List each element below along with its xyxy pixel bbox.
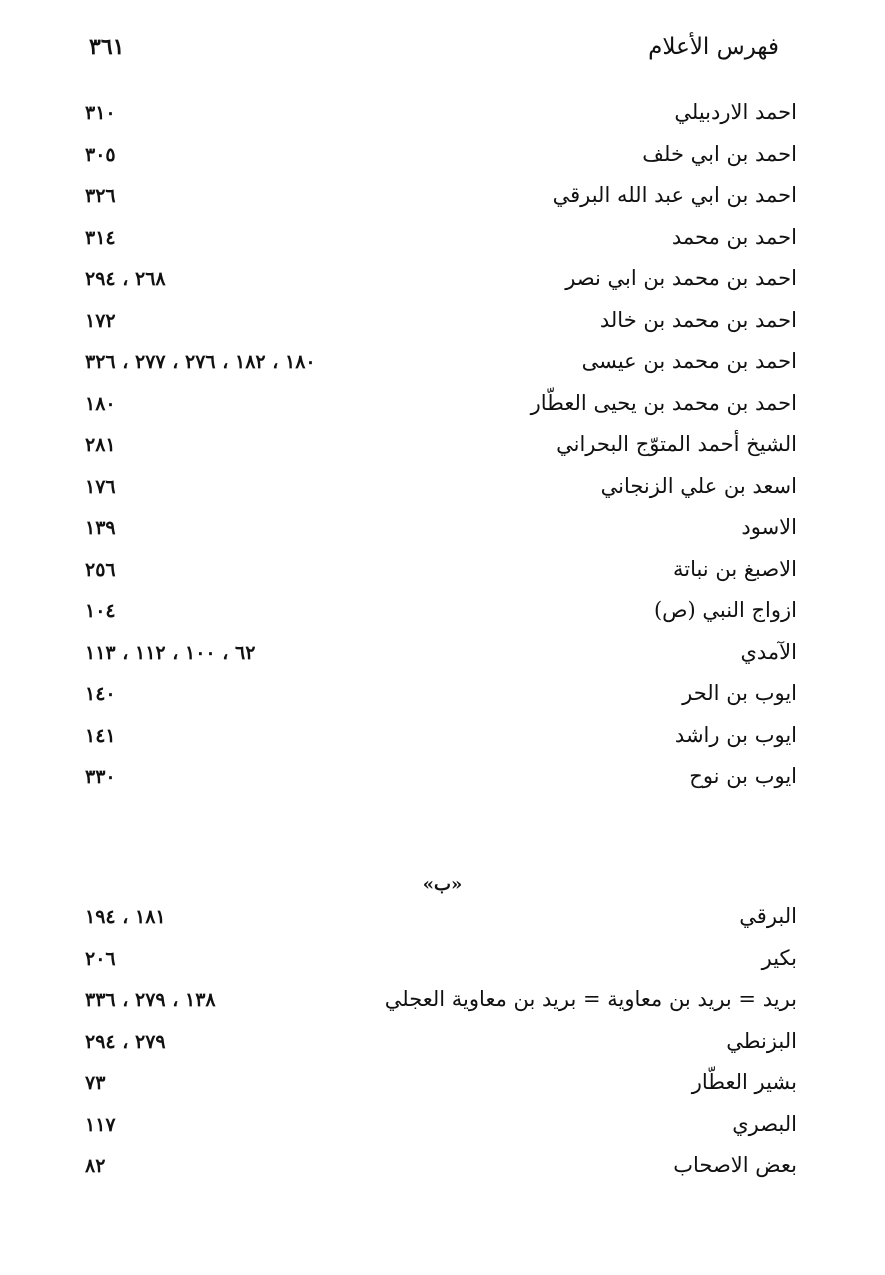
entry-pages: ٨٢ [85, 1155, 106, 1177]
entry-pages: ١٠٤ [85, 600, 116, 622]
index-entry [85, 1070, 797, 1112]
entry-name: بعض الاصحاب [673, 1153, 797, 1177]
entry-name: احمد بن محمد بن خالد [599, 307, 797, 332]
entry-pages: ١٨٠ [85, 392, 116, 415]
entry-name: احمد الاردبيلي [674, 100, 797, 124]
index-section-b [85, 904, 797, 1195]
index-entry [85, 183, 797, 225]
entry-pages: ١١٧ [85, 1113, 116, 1136]
entry-pages: ٢٠٦ [85, 947, 116, 970]
index-entry [85, 946, 797, 988]
index-entry [85, 764, 797, 806]
section-heading-b: «ب» [422, 874, 463, 895]
entry-name: ازواج النبي (ص) [653, 598, 797, 622]
index-entry [85, 1153, 797, 1195]
page-header [85, 34, 785, 74]
entry-name: البصري [732, 1111, 797, 1136]
entry-name: احمد بن محمد [671, 224, 797, 249]
entry-pages: ٦٢ ، ١٠٠ ، ١١٢ ، ١١٣ [85, 641, 256, 664]
entry-pages: ٢٨١ [85, 434, 116, 456]
index-entry [85, 474, 797, 516]
entry-name: الاسود [741, 515, 797, 539]
entry-pages: ١٣٨ ، ٢٧٩ ، ٣٣٦ [85, 989, 216, 1011]
index-entry [85, 723, 797, 765]
entry-pages: ٣١٤ [85, 226, 116, 249]
entry-pages: ٢٧٩ ، ٢٩٤ [85, 1030, 166, 1053]
index-entry [85, 349, 797, 391]
entry-pages: ٣٣٠ [85, 766, 116, 788]
entry-name: ايوب بن نوح [689, 764, 797, 788]
entry-name: بشير العطّار [691, 1070, 797, 1094]
entry-name: احمد بن محمد بن عيسى [581, 349, 797, 373]
entry-name: الشيخ أحمد المتوّج البحراني [556, 432, 797, 456]
entry-pages: ٢٥٦ [85, 558, 116, 581]
entry-name: احمد بن محمد بن ابي نصر [565, 266, 797, 290]
index-entry [85, 987, 797, 1029]
page-number: ٣٦١ [89, 34, 125, 60]
index-section-a [85, 100, 797, 806]
index-entry [85, 598, 797, 640]
entry-pages: ١٨١ ، ١٩٤ [85, 906, 166, 928]
entry-pages: ٢٦٨ ، ٢٩٤ [85, 268, 166, 290]
entry-pages: ١٤٠ [85, 683, 116, 705]
page-title: فهرس الأعلام [648, 34, 779, 60]
entry-pages: ١٧٢ [85, 309, 116, 332]
entry-pages: ٣٠٥ [85, 143, 116, 166]
index-entry [85, 557, 797, 599]
entry-name: احمد بن محمد بن يحيى العطّار [530, 390, 797, 415]
index-entry [85, 266, 797, 308]
entry-pages: ١٣٩ [85, 517, 116, 539]
index-entry [85, 515, 797, 557]
index-entry [85, 100, 797, 142]
entry-name: احمد بن ابي عبد الله البرقي [552, 183, 797, 207]
entry-name: البزنطي [726, 1028, 797, 1053]
index-entry [85, 904, 797, 946]
entry-name: اسعد بن علي الزنجاني [600, 473, 797, 498]
index-entry [85, 142, 797, 184]
index-entry [85, 1112, 797, 1154]
entry-name: احمد بن ابي خلف [642, 141, 797, 166]
entry-name: بريد = بريد بن معاوية = بريد بن معاوية العجلي [384, 987, 797, 1011]
entry-pages: ٣١٠ [85, 102, 116, 124]
entry-name: ايوب بن راشد [674, 722, 797, 747]
index-entry [85, 681, 797, 723]
index-entry [85, 225, 797, 267]
entry-pages: ٧٣ [85, 1072, 106, 1094]
index-entry [85, 391, 797, 433]
entry-name: الآمدي [740, 639, 797, 664]
entry-name: بكير [761, 945, 797, 970]
entry-name: ايوب بن الحر [682, 681, 797, 705]
entry-name: البرقي [739, 904, 797, 928]
index-entry [85, 1029, 797, 1071]
entry-pages: ٣٢٦ [85, 185, 116, 207]
entry-pages: ١٧٦ [85, 475, 116, 498]
entry-name: الاصبغ بن نباتة [672, 556, 797, 581]
entry-pages: ١٤١ [85, 724, 116, 747]
index-entry [85, 432, 797, 474]
entry-pages: ١٨٠ ، ١٨٢ ، ٢٧٦ ، ٢٧٧ ، ٣٢٦ [85, 351, 316, 373]
index-entry [85, 640, 797, 682]
index-entry [85, 308, 797, 350]
